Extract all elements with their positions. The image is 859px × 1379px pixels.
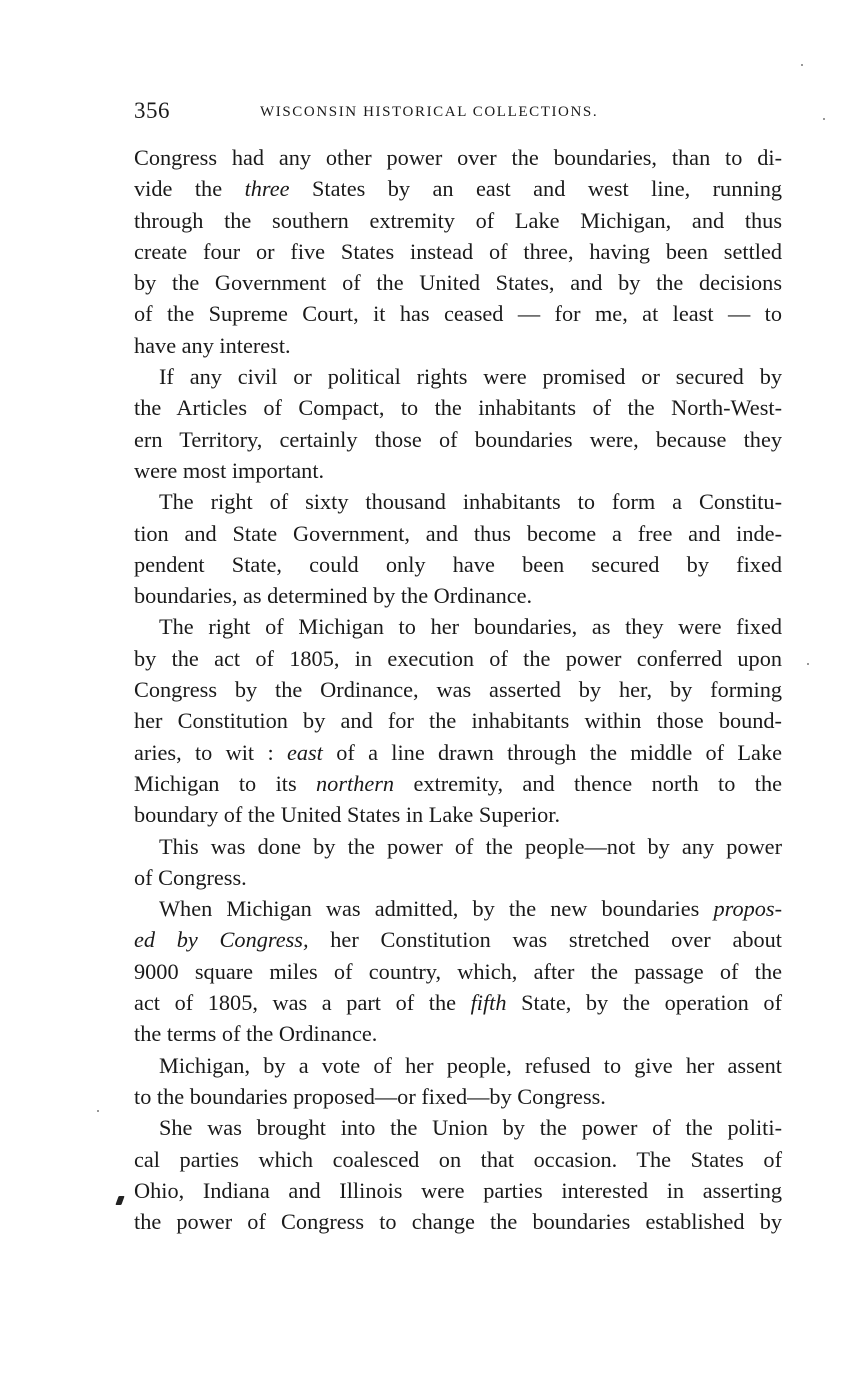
text-run: extremity, and thence north to the <box>394 770 782 796</box>
text-line <box>134 330 782 361</box>
print-speck <box>807 663 809 665</box>
text-run: the Articles of Compact, to the inhabitants of the North-West- <box>134 395 782 421</box>
running-head <box>134 98 782 132</box>
text-run: aries, to wit : <box>134 739 287 765</box>
text-run: When Michigan was admitted, by the new boundaries <box>159 896 714 922</box>
text-run: boundary of the United States in Lake Superior. <box>134 802 561 828</box>
text-line <box>134 142 782 173</box>
paragraph <box>134 486 782 611</box>
text-line <box>134 1081 782 1112</box>
text-run: 9000 square miles of country, which, after the passage of the <box>134 958 782 984</box>
paragraph <box>134 831 782 894</box>
text-line <box>134 392 782 423</box>
text-run: have any interest. <box>134 332 291 358</box>
text-run: This was done by the power of the people—not by any power <box>159 833 782 859</box>
text-line <box>134 705 782 736</box>
text-run: the terms of the Ordinance. <box>134 1021 378 1047</box>
text-line <box>134 1112 782 1143</box>
italic-run: east <box>286 739 323 765</box>
text-line <box>134 236 782 267</box>
text-line <box>134 674 782 705</box>
paragraph <box>134 142 782 361</box>
text-run: by the act of 1805, in execution of the power conferred upon <box>134 645 782 671</box>
italic-run: propos- <box>713 896 782 922</box>
text-run: States by an east and west line, running <box>289 176 782 202</box>
text-line <box>134 831 782 862</box>
text-run: of a line drawn through the middle of Lake <box>322 739 782 765</box>
text-line <box>134 768 782 799</box>
text-line <box>134 987 782 1018</box>
paragraph <box>134 1112 782 1237</box>
text-line <box>134 1206 782 1237</box>
text-line <box>134 1175 782 1206</box>
body-text <box>134 142 782 1237</box>
text-run: The right of Michigan to her boundaries, as they were fixed <box>159 614 782 640</box>
text-line <box>134 361 782 392</box>
text-line <box>134 518 782 549</box>
page-number: 356 <box>134 98 170 123</box>
text-run: She was brought into the Union by the power of the politi- <box>159 1115 782 1141</box>
text-line <box>134 486 782 517</box>
text-line <box>134 173 782 204</box>
text-run: If any civil or political rights were promised or secured by <box>159 364 782 390</box>
text-run: ern Territory, certainly those of boundaries were, because they <box>134 426 782 452</box>
paragraph <box>134 361 782 486</box>
text-run: through the southern extremity of Lake Michigan, and thus <box>134 207 782 233</box>
text-line <box>134 956 782 987</box>
text-run: her Constitution was stretched over about <box>308 927 782 953</box>
text-run: Michigan to its <box>134 770 317 796</box>
text-run: Congress had any other power over the boundaries, than to di- <box>134 145 782 170</box>
text-line <box>134 549 782 580</box>
text-line <box>134 924 782 955</box>
text-line <box>134 424 782 455</box>
text-line <box>134 862 782 893</box>
running-title: WISCONSIN HISTORICAL COLLECTIONS. <box>260 104 599 120</box>
text-line <box>134 298 782 329</box>
paragraph <box>134 1050 782 1113</box>
text-line <box>134 893 782 924</box>
text-line <box>134 643 782 674</box>
paragraph <box>134 611 782 830</box>
print-speck <box>801 64 803 66</box>
text-run: Congress by the Ordinance, was asserted by her, by forming <box>134 677 782 703</box>
text-line <box>134 611 782 642</box>
text-run: pendent State, could only have been secured by fixed <box>134 551 782 577</box>
text-run: of the Supreme Court, it has ceased — for me, at least — to <box>134 301 782 327</box>
text-line <box>134 205 782 236</box>
margin-mark <box>115 1196 124 1205</box>
italic-run: northern <box>316 770 395 796</box>
text-run: State, by the operation of <box>506 990 783 1016</box>
book-page <box>134 98 782 1237</box>
text-run: create four or five States instead of three, having been settled <box>134 238 782 264</box>
italic-run: fifth <box>470 990 507 1016</box>
text-run: cal parties which coalesced on that occasion. The States of <box>134 1146 782 1172</box>
text-run: Michigan, by a vote of her people, refused to give her assent <box>159 1052 782 1078</box>
text-line <box>134 799 782 830</box>
text-run: act of 1805, was a part of the <box>134 990 471 1016</box>
text-run: boundaries, as determined by the Ordinance. <box>134 583 533 609</box>
paragraph <box>134 893 782 1049</box>
print-speck <box>823 118 825 120</box>
text-line <box>134 1144 782 1175</box>
text-run: of Congress. <box>134 864 247 890</box>
text-line <box>134 455 782 486</box>
text-line <box>134 1050 782 1081</box>
text-run: the power of Congress to change the boundaries established by <box>134 1209 782 1235</box>
italic-run: ed by Congress, <box>134 927 309 953</box>
text-run: her Constitution by and for the inhabitants within those bound- <box>134 708 782 734</box>
text-run: tion and State Government, and thus become a free and inde- <box>134 520 782 546</box>
text-run: by the Government of the United States, and by the decisions <box>134 270 782 296</box>
text-line <box>134 1018 782 1049</box>
text-line <box>134 580 782 611</box>
print-speck <box>97 1110 99 1112</box>
italic-run: three <box>244 176 290 202</box>
text-run: vide the <box>134 176 245 202</box>
text-run: were most important. <box>134 457 325 483</box>
text-run: to the boundaries proposed—or fixed—by Congress. <box>134 1083 606 1109</box>
text-run: The right of sixty thousand inhabitants to form a Constitu- <box>159 489 782 515</box>
text-run: Ohio, Indiana and Illinois were parties interested in asserting <box>134 1177 782 1203</box>
text-line <box>134 737 782 768</box>
text-line <box>134 267 782 298</box>
